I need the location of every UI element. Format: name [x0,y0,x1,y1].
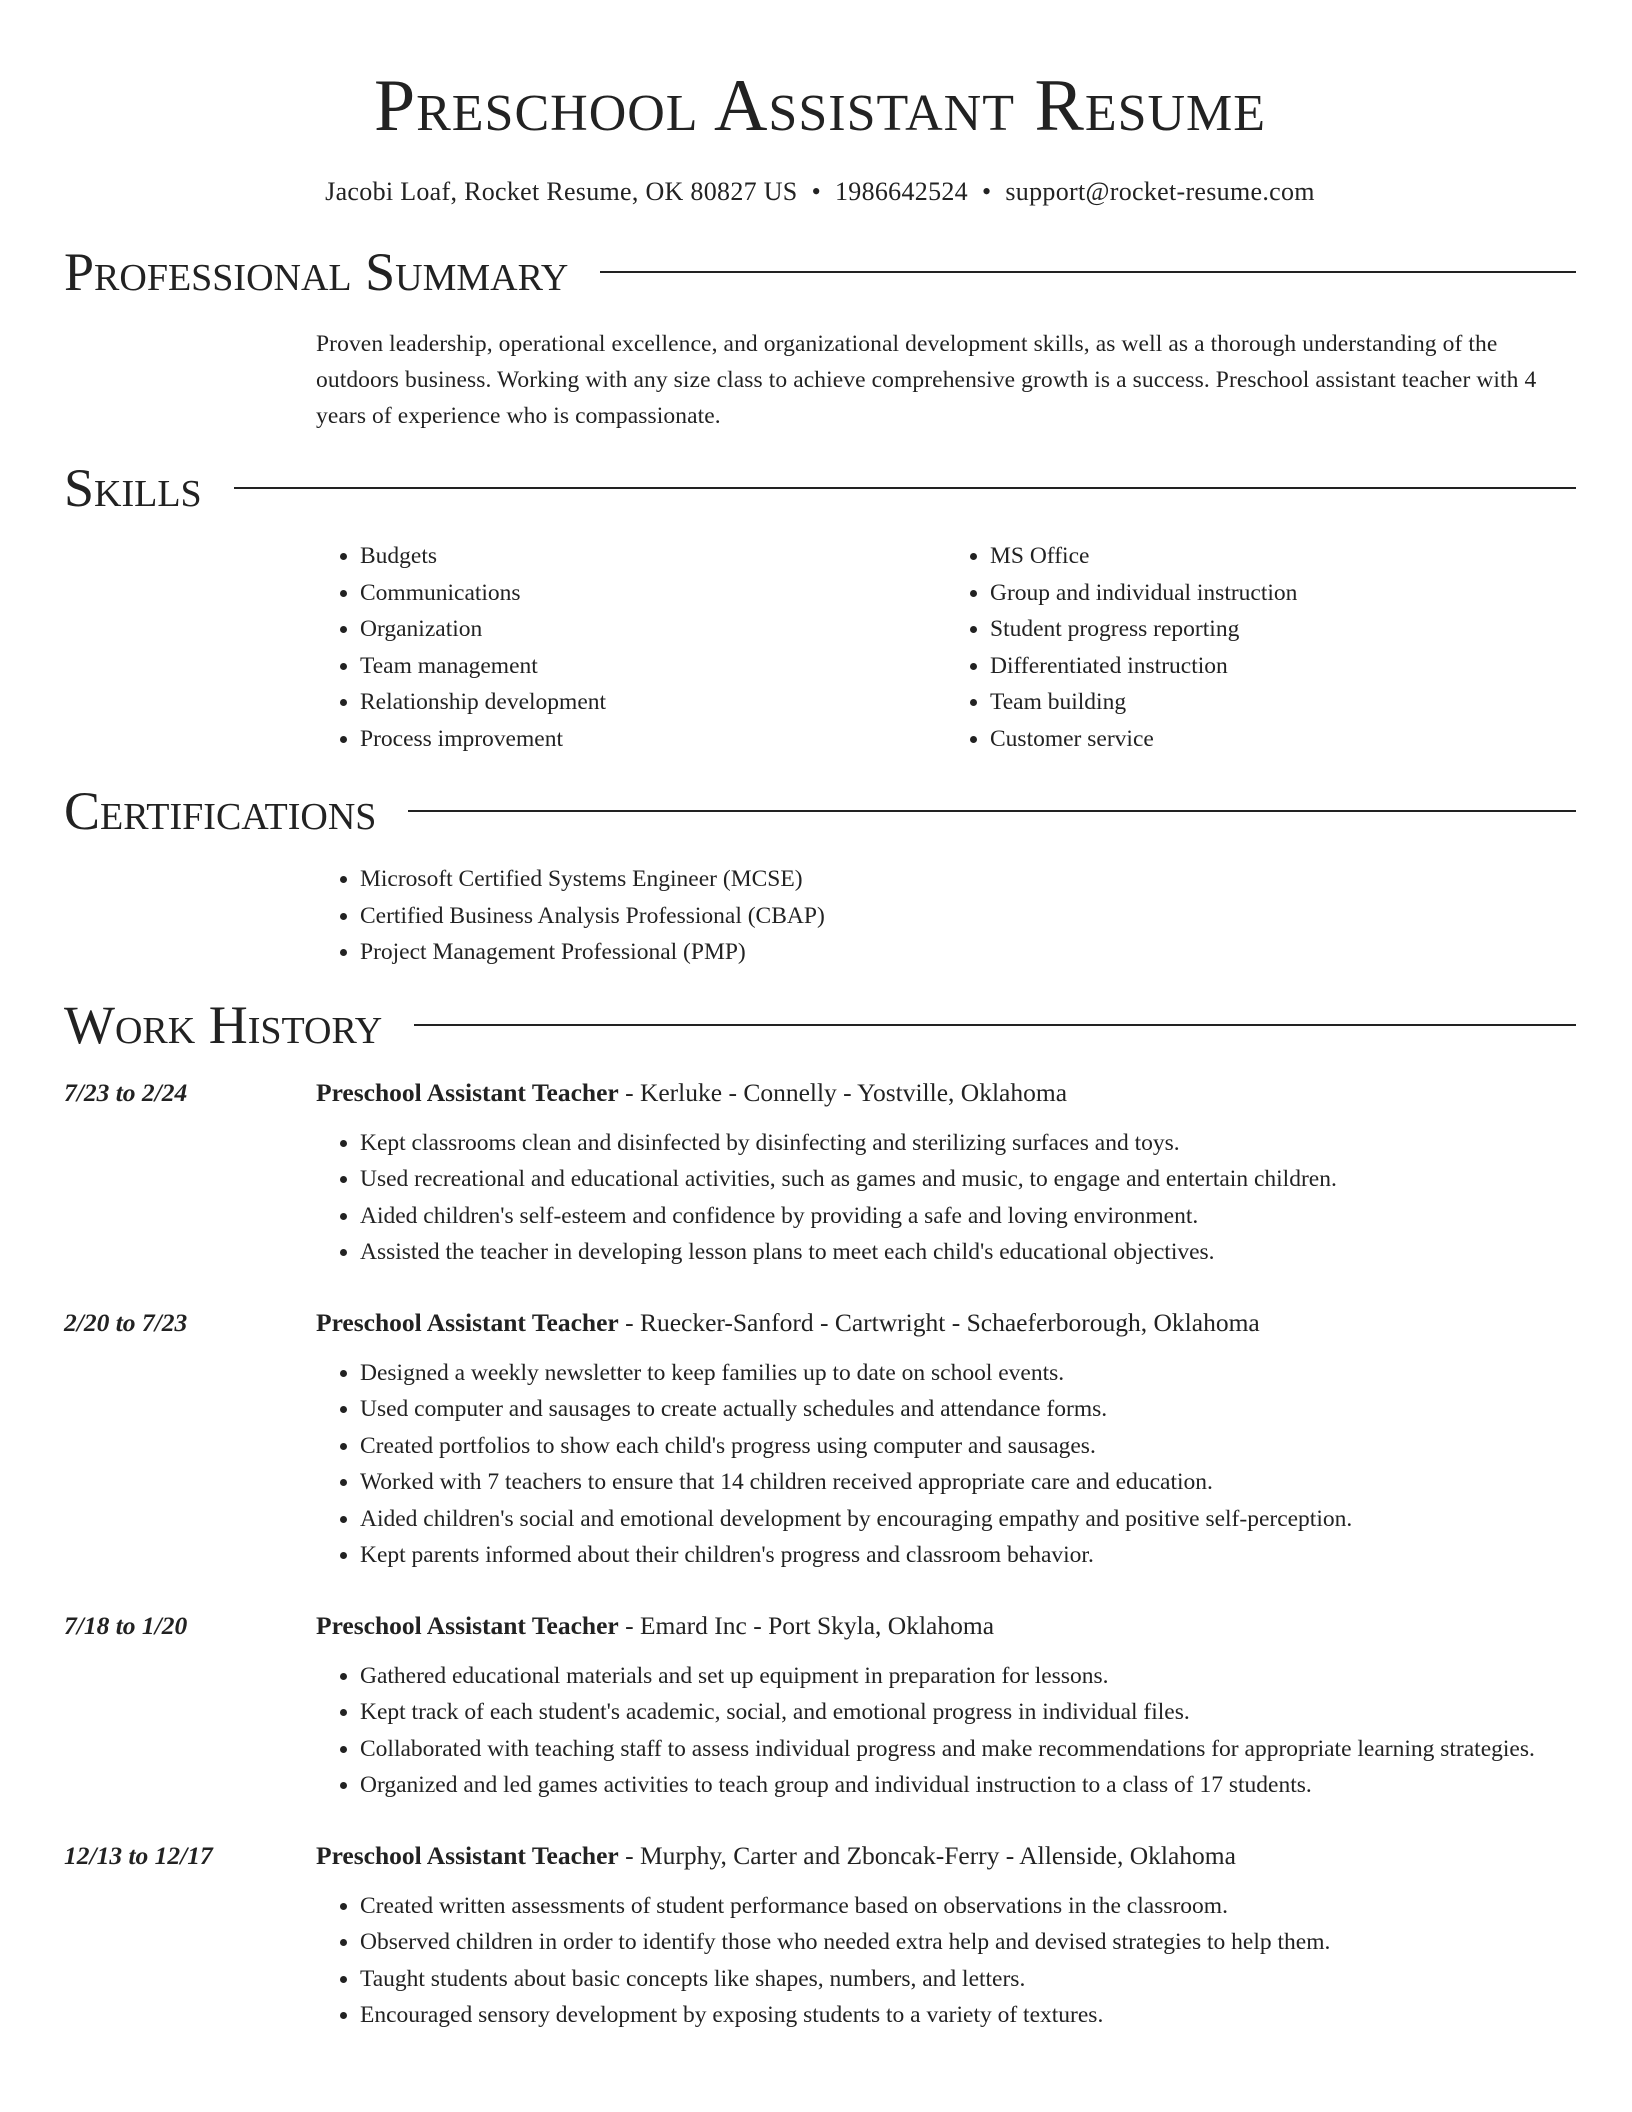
section-divider [600,271,1576,273]
skills-list-left [316,538,946,757]
list-item: • Customer service [990,721,1576,758]
contact-address: Jacobi Loaf, Rocket Resume, OK 80827 US [325,177,798,206]
list-item: • Team building [990,684,1576,721]
job-role [316,1838,1236,1874]
list-item: • Microsoft Certified Systems Engineer (MCSE) [360,861,1576,898]
job-bullets [316,1888,1576,2034]
work-heading: Work History [64,994,383,1055]
section-divider [414,1024,1576,1026]
job-bullet-list [316,1355,1576,1574]
skills-list-right [946,538,1576,757]
list-item: • Certified Business Analysis Professional (CBAP) [360,898,1576,935]
job-header [64,1838,1576,1874]
list-item: • Communications [360,575,946,612]
certifications-section-header [64,779,1576,843]
contact-separator: • [811,177,821,206]
resume-title: Preschool Assistant Resume [373,65,1267,147]
skills-heading: Skills [64,458,202,518]
job-entry [64,1305,1576,1574]
certifications-list [316,861,1576,971]
section-divider [234,487,1576,489]
job-role [316,1075,1067,1111]
job-entry [64,1608,1576,1804]
job-company: - Ruecker-Sanford - Cartwright - Schaeferborough, Oklahoma [618,1307,1260,1337]
job-dates: 7/23 to 2/24 [64,1077,188,1107]
certifications-heading: Certifications [64,781,377,841]
list-item: • Created portfolios to show each child's progress using computer and sausages. [360,1428,1576,1465]
list-item: • Project Management Professional (PMP) [360,934,1576,971]
list-item: • Taught students about basic concepts like shapes, numbers, and letters. [360,1961,1576,1998]
job-company: - Murphy, Carter and Zboncak-Ferry - Allenside, Oklahoma [618,1840,1236,1870]
list-item: • Student progress reporting [990,611,1576,648]
list-item: • Kept classrooms clean and disinfected by disinfecting and sterilizing surfaces and toys. [360,1125,1576,1162]
job-entry [64,1075,1576,1271]
job-dates: 7/18 to 1/20 [64,1610,188,1640]
job-title: Preschool Assistant Teacher [316,1077,619,1107]
list-item: • Group and individual instruction [990,575,1576,612]
list-item: • Used computer and sausages to create actually schedules and attendance forms. [360,1391,1576,1428]
list-item: • Process improvement [360,721,946,758]
contact-line [64,174,1576,210]
list-item: • Observed children in order to identify those who needed extra help and devised strategies to help them. [360,1924,1576,1961]
job-title: Preschool Assistant Teacher [316,1307,619,1337]
resume-page [64,0,1576,2034]
list-item: • Budgets [360,538,946,575]
job-header [64,1075,1576,1111]
job-company: - Emard Inc - Port Skyla, Oklahoma [618,1610,995,1640]
job-title: Preschool Assistant Teacher [316,1610,619,1640]
job-role [316,1305,1260,1341]
contact-email: support@rocket-resume.com [1005,177,1315,206]
summary-heading: Professional Summary [64,242,569,302]
job-dates: 12/13 to 12/17 [64,1840,213,1870]
section-divider [408,810,1576,812]
list-item: • Assisted the teacher in developing lesson plans to meet each child's educational objectives. [360,1234,1576,1271]
list-item: • Relationship development [360,684,946,721]
job-title: Preschool Assistant Teacher [316,1840,619,1870]
job-header [64,1608,1576,1644]
list-item: • Collaborated with teaching staff to assess individual progress and make recommendations for appropriate learning strategies. [360,1731,1576,1768]
contact-separator: • [981,177,992,206]
job-bullets [316,1658,1576,1804]
list-item: • Organization [360,611,946,648]
list-item: • Encouraged sensory development by exposing students to a variety of textures. [360,1997,1576,2034]
contact-phone: 1986642524 [834,177,968,206]
job-dates: 2/20 to 7/23 [64,1307,188,1337]
list-item: • Used recreational and educational activities, such as games and music, to engage and entertain children. [360,1161,1576,1198]
job-bullets [316,1125,1576,1271]
list-item: • Created written assessments of student performance based on observations in the classroom. [360,1888,1576,1925]
job-header [64,1305,1576,1341]
summary-section-header [64,240,1576,304]
list-item: • MS Office [990,538,1576,575]
list-item: • Kept track of each student's academic, social, and emotional progress in individual files. [360,1694,1576,1731]
work-history-list [64,1075,1576,2034]
list-item: • Designed a weekly newsletter to keep families up to date on school events. [360,1355,1576,1392]
list-item: • Organized and led games activities to teach group and individual instruction to a class of 17 students. [360,1767,1576,1804]
skills-grid [316,538,1576,757]
job-role [316,1608,994,1644]
job-company: - Kerluke - Connelly - Yostville, Oklahoma [618,1077,1068,1107]
job-entry [64,1838,1576,2034]
work-section-header [64,993,1576,1057]
job-bullet-list [316,1125,1576,1271]
job-bullet-list [316,1658,1576,1804]
job-bullets [316,1355,1576,1574]
list-item: • Aided children's social and emotional development by encouraging empathy and positive self-perception. [360,1501,1576,1538]
job-bullet-list [316,1888,1576,2034]
list-item: • Gathered educational materials and set up equipment in preparation for lessons. [360,1658,1576,1695]
list-item: • Kept parents informed about their children's progress and classroom behavior. [360,1537,1576,1574]
summary-text: Proven leadership, operational excellence, and organizational development skills, as well as a thorough understanding of the outdoors business. Working with any size class to achieve comprehensive growth is a success. Preschool assistant teacher with 4 years of experience who is compassionate. [316,331,1537,429]
list-item: • Differentiated instruction [990,648,1576,685]
list-item: • Worked with 7 teachers to ensure that 14 children received appropriate care and education. [360,1464,1576,1501]
certifications-block [316,861,1576,971]
skills-section-header [64,456,1576,520]
list-item: • Aided children's self-esteem and confidence by providing a safe and loving environment. [360,1198,1576,1235]
list-item: • Team management [360,648,946,685]
